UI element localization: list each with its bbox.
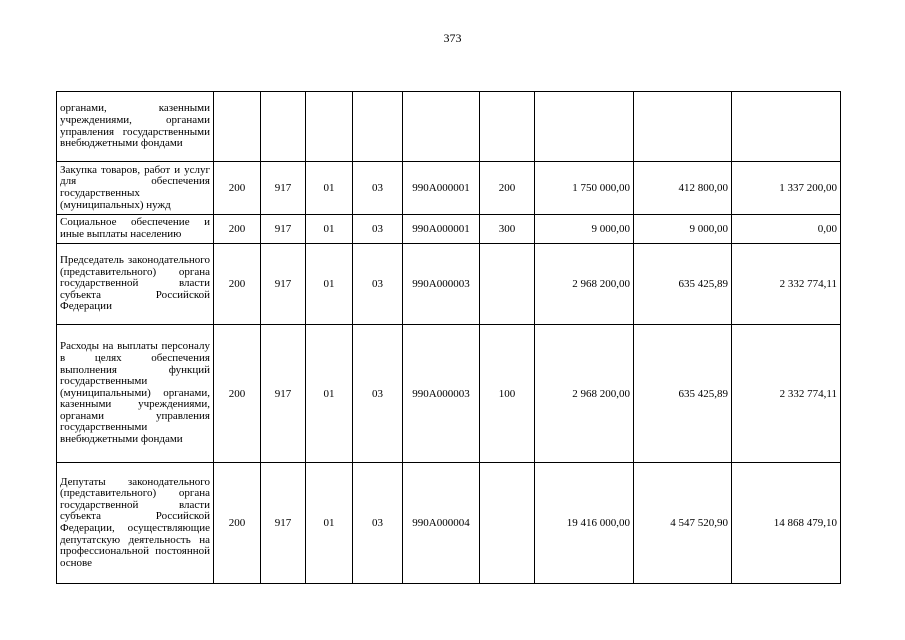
expense-type-cell: 200 [480,162,535,215]
expense-type-cell [480,244,535,325]
expense-type-cell [480,92,535,162]
row-name-cell: Расходы на выплаты персоналу в целях обеспечения выполнения функций государственными (муниципальными) органами, казенными учреждениями, органами управления государственными внебюджетными фондами [57,325,214,463]
podrazdel-cell: 03 [353,215,403,244]
table-row [57,463,841,584]
target-item-cell: 990А000004 [403,463,480,584]
remainder-amount-cell [732,92,841,162]
razdel-cell: 01 [306,244,353,325]
row-name-cell: Председатель законодательного (представительного) органа государственной власти субъекта Российской Федерации [57,244,214,325]
expense-type-cell: 300 [480,215,535,244]
plan-amount-cell [535,92,634,162]
row-name-cell: Социальное обеспечение и иные выплаты населению [57,215,214,244]
plan-amount-cell: 2 968 200,00 [535,244,634,325]
executed-amount-cell: 635 425,89 [634,244,732,325]
target-item-cell [403,92,480,162]
target-item-cell: 990А000001 [403,162,480,215]
row-name-cell: Депутаты законодательного (представительного) органа государственной власти субъекта Российской Федерации, осуществляющие депутатскую деятельность на профессиональной постоянной основе [57,463,214,584]
podrazdel-cell: 03 [353,162,403,215]
remainder-amount-cell: 14 868 479,10 [732,463,841,584]
target-item-cell: 990А000003 [403,325,480,463]
razdel-cell: 01 [306,215,353,244]
table-row [57,162,841,215]
target-item-cell: 990А000001 [403,215,480,244]
plan-amount-cell: 9 000,00 [535,215,634,244]
grbs-cell: 200 [214,244,261,325]
ved-cell: 917 [261,463,306,584]
table-row [57,325,841,463]
ved-cell [261,92,306,162]
remainder-amount-cell: 2 332 774,11 [732,325,841,463]
expense-type-cell [480,463,535,584]
razdel-cell [306,92,353,162]
grbs-cell: 200 [214,215,261,244]
remainder-amount-cell: 1 337 200,00 [732,162,841,215]
executed-amount-cell: 412 800,00 [634,162,732,215]
table-row [57,244,841,325]
executed-amount-cell: 9 000,00 [634,215,732,244]
razdel-cell: 01 [306,325,353,463]
plan-amount-cell: 1 750 000,00 [535,162,634,215]
grbs-cell: 200 [214,325,261,463]
table-row [57,215,841,244]
grbs-cell: 200 [214,162,261,215]
executed-amount-cell: 635 425,89 [634,325,732,463]
remainder-amount-cell: 2 332 774,11 [732,244,841,325]
executed-amount-cell: 4 547 520,90 [634,463,732,584]
podrazdel-cell [353,92,403,162]
ved-cell: 917 [261,244,306,325]
row-name-cell: органами, казенными учреждениями, органами управления государственными внебюджетными фондами [57,92,214,162]
page-number: 373 [443,31,462,45]
ved-cell: 917 [261,162,306,215]
expense-type-cell: 100 [480,325,535,463]
podrazdel-cell: 03 [353,244,403,325]
ved-cell: 917 [261,325,306,463]
grbs-cell [214,92,261,162]
row-name-cell: Закупка товаров, работ и услуг для обеспечения государственных (муниципальных) нужд [57,162,214,215]
razdel-cell: 01 [306,463,353,584]
remainder-amount-cell: 0,00 [732,215,841,244]
budget-table [56,91,841,584]
podrazdel-cell: 03 [353,463,403,584]
target-item-cell: 990А000003 [403,244,480,325]
ved-cell: 917 [261,215,306,244]
plan-amount-cell: 2 968 200,00 [535,325,634,463]
razdel-cell: 01 [306,162,353,215]
podrazdel-cell: 03 [353,325,403,463]
grbs-cell: 200 [214,463,261,584]
executed-amount-cell [634,92,732,162]
plan-amount-cell: 19 416 000,00 [535,463,634,584]
table-row [57,92,841,162]
